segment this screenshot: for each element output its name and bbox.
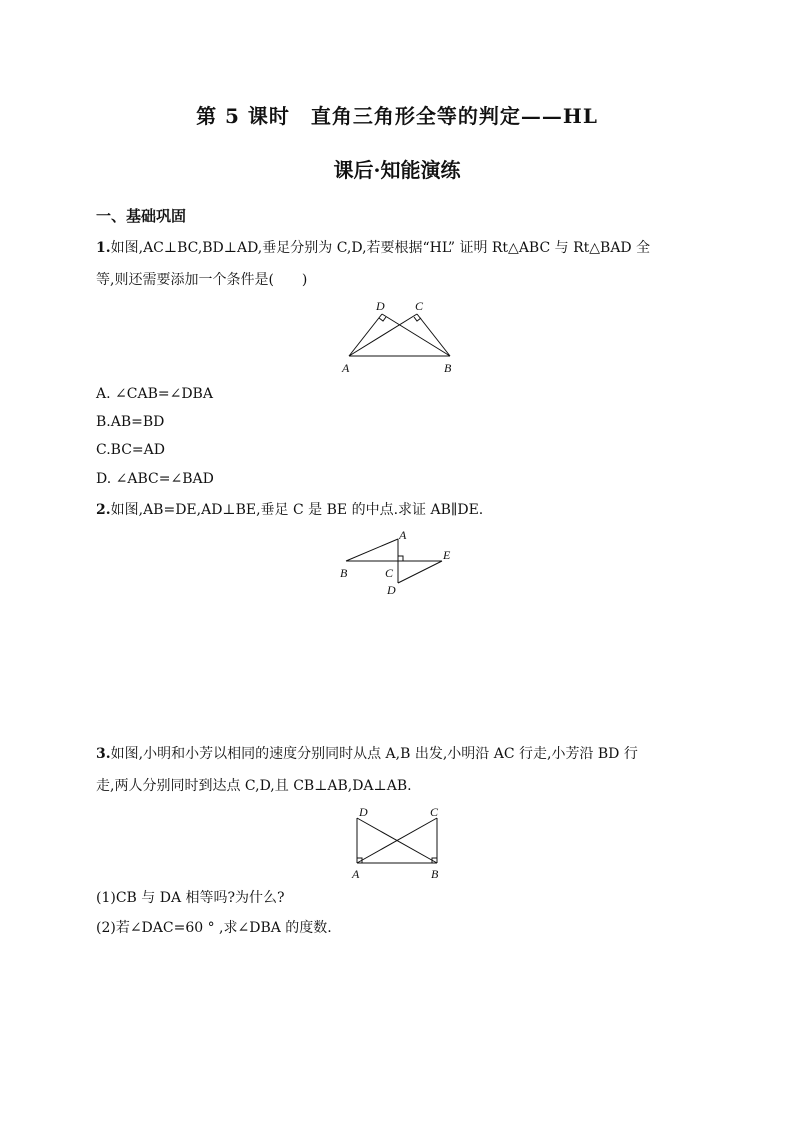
q3-label-c: C xyxy=(430,805,439,819)
q3-sub-question-1: (1)CB 与 DA 相等吗?为什么? xyxy=(96,890,285,906)
q2-number: 2. xyxy=(96,502,111,518)
q2-label-d: D xyxy=(387,583,396,597)
q1-option-b: B.AB=BD xyxy=(96,414,165,430)
q2-segment-ab xyxy=(346,539,398,561)
q3-label-a: A xyxy=(352,867,360,881)
q2-label-e: E xyxy=(443,548,451,562)
q2-label-a: A xyxy=(399,528,407,542)
page-title: 第 5 课时 直角三角形全等的判定——HL xyxy=(196,104,598,128)
q1-stem-line2: 等,则还需要添加一个条件是( ) xyxy=(96,272,308,288)
q2-text-line1: 如图,AB=DE,AD⊥BE,垂足 C 是 BE 的中点.求证 AB∥DE. xyxy=(110,502,484,518)
q3-stem-line1 xyxy=(96,744,638,764)
q2-segment-de xyxy=(398,561,442,583)
q1-option-d: D. ∠ABC=∠BAD xyxy=(96,471,214,487)
q1-option-a: A. ∠CAB=∠DBA xyxy=(96,386,213,402)
q1-text-line1: 如图,AC⊥BC,BD⊥AD,垂足分别为 C,D,若要根据“HL” 证明 Rt△ABC 与 Rt△BAD 全 xyxy=(110,240,651,256)
q2-stem-line1 xyxy=(96,500,483,520)
q2-right-angle-c xyxy=(398,556,403,561)
q2-label-b: B xyxy=(340,566,348,580)
q3-label-b: B xyxy=(431,867,439,881)
q1-label-b: B xyxy=(444,361,452,375)
q1-number: 1. xyxy=(96,240,111,256)
q2-figure xyxy=(335,527,460,599)
q3-figure xyxy=(345,802,450,884)
section-heading: 一、基础巩固 xyxy=(96,207,187,225)
q1-label-a: A xyxy=(342,361,350,375)
q1-label-c: C xyxy=(415,299,424,313)
q3-label-d: D xyxy=(359,805,368,819)
q1-right-angle-d xyxy=(379,317,386,321)
q1-figure xyxy=(335,297,465,379)
q3-stem-line2: 走,两人分别同时到达点 C,D,且 CB⊥AB,DA⊥AB. xyxy=(96,778,412,794)
q1-segment-ad xyxy=(349,314,382,356)
q1-label-d: D xyxy=(376,299,385,313)
q3-sub-question-2: (2)若∠DAC=60 ° ,求∠DBA 的度数. xyxy=(96,920,332,936)
q1-option-c: C.BC=AD xyxy=(96,442,165,458)
page-subtitle: 课后·知能演练 xyxy=(333,158,461,182)
q1-segment-cb xyxy=(417,314,450,356)
q1-stem-line1 xyxy=(96,238,650,258)
q2-label-c: C xyxy=(385,566,394,580)
q3-number: 3. xyxy=(96,746,111,762)
q3-text-line1: 如图,小明和小芳以相同的速度分别同时从点 A,B 出发,小明沿 AC 行走,小芳沿 BD 行 xyxy=(110,746,638,762)
